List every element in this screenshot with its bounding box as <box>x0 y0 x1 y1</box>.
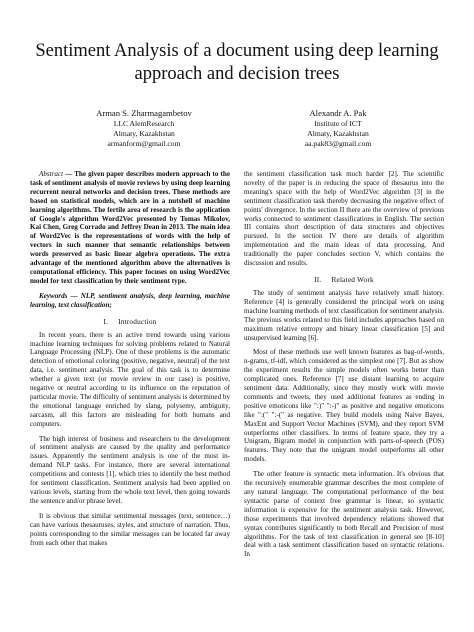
section-heading-introduction <box>30 317 230 326</box>
body-paragraph: In recent years, there is an active trend towards using various machine learning techniques for solving problems related to Natural Language Processing (NLP). One of these problems is the automatic detection of emotional coloring (positive, negative, neutral) of the text data, i.e. sentiment analysis. The goal of this task is to determine whether a given text (or movie review in our case) is positive, negative or neutral according to its influence on the reputation of particular movie. The difficulty of sentiment analysis is determined by the emotional language enriched by slang, polysemy, ambiguity, sarcasm, all this factors are misleading for both humans and computers. <box>30 330 230 428</box>
body-paragraph: The other feature is syntactic meta information. It's obvious that the recursively enumerable grammar describes the most complete of any natural language. The computational performance of the best syntactic parse of context free grammar is linear, so syntactic information is expensive for the sentiment analysis task. However, those experiments that involved dependency relations showed that syntax contributes significantly to both Recall and Precision of most algorithms. For the task of text classification in general see [8-10] deal with a task sentiment classification based on syntactic relations. In <box>244 470 444 559</box>
author-location: Almaty, Kazakhstan <box>113 129 175 138</box>
abstract <box>30 170 230 286</box>
section-heading-related-work <box>244 275 444 284</box>
section-title: Introduction <box>118 316 157 326</box>
section-title: Related Work <box>331 274 374 284</box>
abstract-text: — The given paper describes modern approach to the task of sentiment analysis of movie reviews by using deep learning recurrent neural networks and decision trees. These methods are based on statistical models, which are in a nutshell of machine learning algorithms. The fertile area of research is the application of Google's algorithm Word2Vec presented by Tomas Mikolov, Kai Chen, Greg Corrado and Jeffrey Dean in 2013. The main idea of Word2Vec is the representations of words with the help of vectors in such manner that semantic relationships between words preserved as basic linear algebra operations. The extra advantage of the mentioned algorithm above the alternatives is computational efficiency. This paper focuses on using Word2Vec model for text classification by their sentiment type. <box>30 170 230 285</box>
keywords-label: Keywords <box>39 291 68 300</box>
body-paragraph: The study of sentiment analysis have relatively small history. Reference [4] is generally considered the principal work on using machine learning methods of text classification for sentiment analysis. The previous works related to this field includes approaches based on maximum relative entropy and binary linear classification [5] and unsupervised learning [6]. <box>244 288 444 342</box>
keywords <box>30 292 230 310</box>
paper-title: Sentiment Analysis of a document using deep learning approach and decision trees <box>35 41 439 84</box>
author-block-2 <box>258 107 418 149</box>
author-affiliation: Institute of ICT <box>314 119 362 128</box>
author-email: aa.pak83@gmail.com <box>304 139 372 148</box>
author-affiliation: LLC AlemResearch <box>113 119 175 128</box>
author-block-1 <box>64 107 224 149</box>
section-number: II. <box>314 274 322 284</box>
body-paragraph: Most of these methods use well known features as bag-of-words, n-grams, tf-idf, which considered as the simplest one [7]. But as show the experiment results the simple models often works better than complicated ones. Reference [7] use distant learning to acquire sentiment data. Additionally, since they mostly work with movie comments and tweets, they used additional features as ending in positive emoticons like ":)" ":-)" as positive and negative emoticons like ":(" ":-(" as negative. They build models using Naive Bayes, MaxEnt and Support Vector Machines (SVM), and they report SVM outperforms other classifiers. In terms of feature space, they try a Unigram, Bigram model in conjunction with parts-of-speech (POS) features. They note that the unigram model outperforms all other models. <box>244 348 444 464</box>
keywords-text: — NLP, sentiment analysis, deep learning, machine learning, text classification; <box>30 291 230 309</box>
author-name: Arman S. Zharmagambetov <box>96 108 192 118</box>
body-paragraph: The high interest of business and researchers to the development of sentiment analysis are caused by the quality and performance issues. Apparently the sentiment analysis is one of the most in-demand NLP tasks. For instance, there are several international competitions and contests [1], which tries to identify the best method for sentiment classification. Sentiment analysis had been applied on various levels, starting from the whole text level, then going towards the sentence and/or phrase level. <box>30 434 230 505</box>
section-number: I. <box>103 316 109 326</box>
abstract-label: Abstract <box>39 170 64 178</box>
author-location: Almaty, Kazakhstan <box>307 129 369 138</box>
author-name: Alexandr A. Pak <box>309 108 367 118</box>
body-paragraph: It is obvious that similar sentimental messages (text, sentence…) can have various thesauruses, styles, and structure of narration. Thus, points corresponding to the similar messages can be located far away from each other that makes <box>30 511 230 547</box>
body-paragraph: the sentiment classification task much harder [2]. The scientific novelty of the paper is in reducing the space of thesaurus into the meaning's space with the help of Word2Vec algorithm [3] in the sentiment classification task thereby decreasing the negative effect of points' divergence. In the section II there are the overview of previous works connected to sentiment classifications in English. The section III contains short description of data structures and objectives pursued. In the section IV there are details of algorithm implementation and the main ideas of data processing. And traditionally the paper concludes section V, which contains the discussion and results. <box>244 170 444 268</box>
right-column <box>244 170 444 565</box>
author-email: armanform@gmail.com <box>107 139 181 148</box>
left-column <box>30 170 230 553</box>
